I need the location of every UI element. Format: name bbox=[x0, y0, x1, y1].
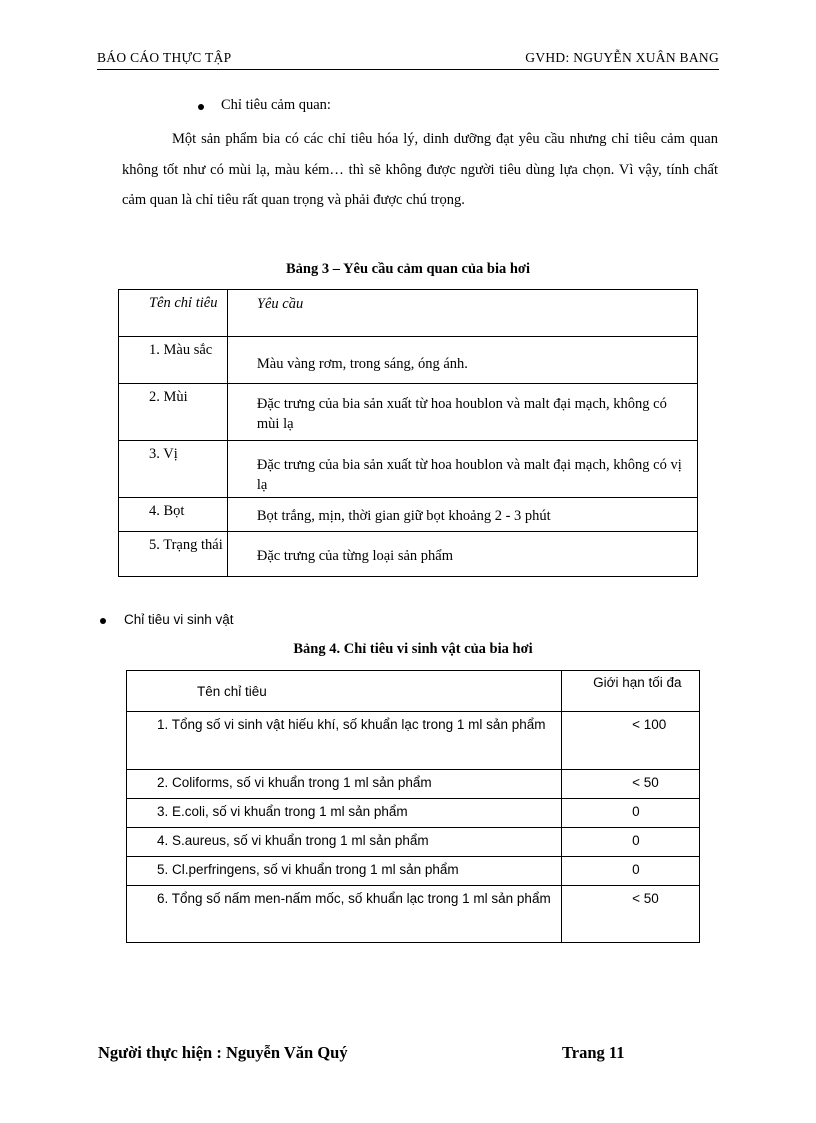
criterion-limit: 0 bbox=[562, 857, 700, 886]
criterion-limit: < 50 bbox=[562, 770, 700, 799]
table-micro-caption: Bảng 4. Chỉ tiêu vi sinh vật của bia hơi bbox=[293, 641, 533, 657]
header-supervisor: GVHD: NGUYỄN XUÂN BANG bbox=[525, 50, 719, 65]
bullet-icon bbox=[100, 618, 106, 624]
section-sensory-paragraph: Một sản phẩm bia có các chỉ tiêu hóa lý, dinh dưỡng đạt yêu cầu nhưng chỉ tiêu cảm quan không tốt như có mùi lạ, màu kém… thì sẽ không được người tiêu dùng lựa chọn. Vì vậy, tính chất cảm quan là chỉ tiêu rất quan trọng và phải được chú trọng. bbox=[122, 131, 718, 208]
header-criterion: Tên chỉ tiêu bbox=[127, 671, 562, 712]
criterion-requirement: Đặc trưng của từng loại sản phẩm bbox=[227, 532, 697, 577]
criterion-limit: < 50 bbox=[562, 886, 700, 943]
table-header-row bbox=[119, 290, 698, 337]
header-requirement: Yêu cầu bbox=[227, 290, 697, 337]
header-criterion: Tên chỉ tiêu bbox=[119, 290, 228, 337]
criterion-name: 5. Cl.perfringens, số vi khuẩn trong 1 ml sản phẩm bbox=[127, 857, 562, 886]
criterion-name: 4. Bọt bbox=[119, 498, 228, 532]
table-row bbox=[127, 770, 700, 799]
table-header-row bbox=[127, 671, 700, 712]
criterion-name: 2. Coliforms, số vi khuẩn trong 1 ml sản phẩm bbox=[127, 770, 562, 799]
table-row bbox=[119, 532, 698, 577]
criterion-requirement: Đặc trưng của bia sản xuất từ hoa houblon và malt đại mạch, không có vị lạ bbox=[227, 441, 697, 498]
table-row bbox=[127, 799, 700, 828]
table-sensory bbox=[118, 289, 698, 577]
footer-page-number: Trang 11 bbox=[562, 1043, 625, 1062]
section-sensory-label: Chỉ tiêu cảm quan: bbox=[221, 97, 331, 113]
header-limit: Giới hạn tối đa bbox=[562, 671, 700, 712]
criterion-requirement: Đặc trưng của bia sản xuất từ hoa houblon và malt đại mạch, không có mùi lạ bbox=[227, 384, 697, 441]
bullet-icon bbox=[198, 104, 204, 110]
header-report-title: BÁO CÁO THỰC TẬP bbox=[97, 50, 232, 65]
table-micro bbox=[126, 670, 700, 943]
page-header bbox=[97, 50, 719, 70]
criterion-name: 1. Tổng số vi sinh vật hiếu khí, số khuẩn lạc trong 1 ml sản phẩm bbox=[127, 712, 562, 770]
header-rule bbox=[97, 69, 719, 70]
table-row bbox=[127, 886, 700, 943]
table-row bbox=[119, 498, 698, 532]
criterion-limit: < 100 bbox=[562, 712, 700, 770]
table-row bbox=[119, 384, 698, 441]
table-row bbox=[127, 857, 700, 886]
table-row bbox=[119, 441, 698, 498]
criterion-name: 5. Trạng thái bbox=[119, 532, 228, 577]
footer-author: Người thực hiện : Nguyễn Văn Quý bbox=[98, 1043, 348, 1062]
section-micro-label: Chỉ tiêu vi sinh vật bbox=[124, 612, 234, 627]
criterion-name: 3. Vị bbox=[119, 441, 228, 498]
criterion-name: 2. Mùi bbox=[119, 384, 228, 441]
table-row bbox=[127, 712, 700, 770]
criterion-name: 1. Màu sắc bbox=[119, 337, 228, 384]
criterion-name: 6. Tổng số nấm men-nấm mốc, số khuẩn lạc trong 1 ml sản phẩm bbox=[127, 886, 562, 943]
criterion-requirement: Màu vàng rơm, trong sáng, óng ánh. bbox=[227, 337, 697, 384]
criterion-name: 3. E.coli, số vi khuẩn trong 1 ml sản phẩm bbox=[127, 799, 562, 828]
criterion-limit: 0 bbox=[562, 828, 700, 857]
table-row bbox=[119, 337, 698, 384]
table-sensory-caption: Bảng 3 – Yêu cầu cảm quan của bia hơi bbox=[286, 261, 530, 277]
criterion-limit: 0 bbox=[562, 799, 700, 828]
criterion-requirement: Bọt trắng, mịn, thời gian giữ bọt khoảng 2 - 3 phút bbox=[227, 498, 697, 532]
criterion-name: 4. S.aureus, số vi khuẩn trong 1 ml sản phẩm bbox=[127, 828, 562, 857]
table-row bbox=[127, 828, 700, 857]
